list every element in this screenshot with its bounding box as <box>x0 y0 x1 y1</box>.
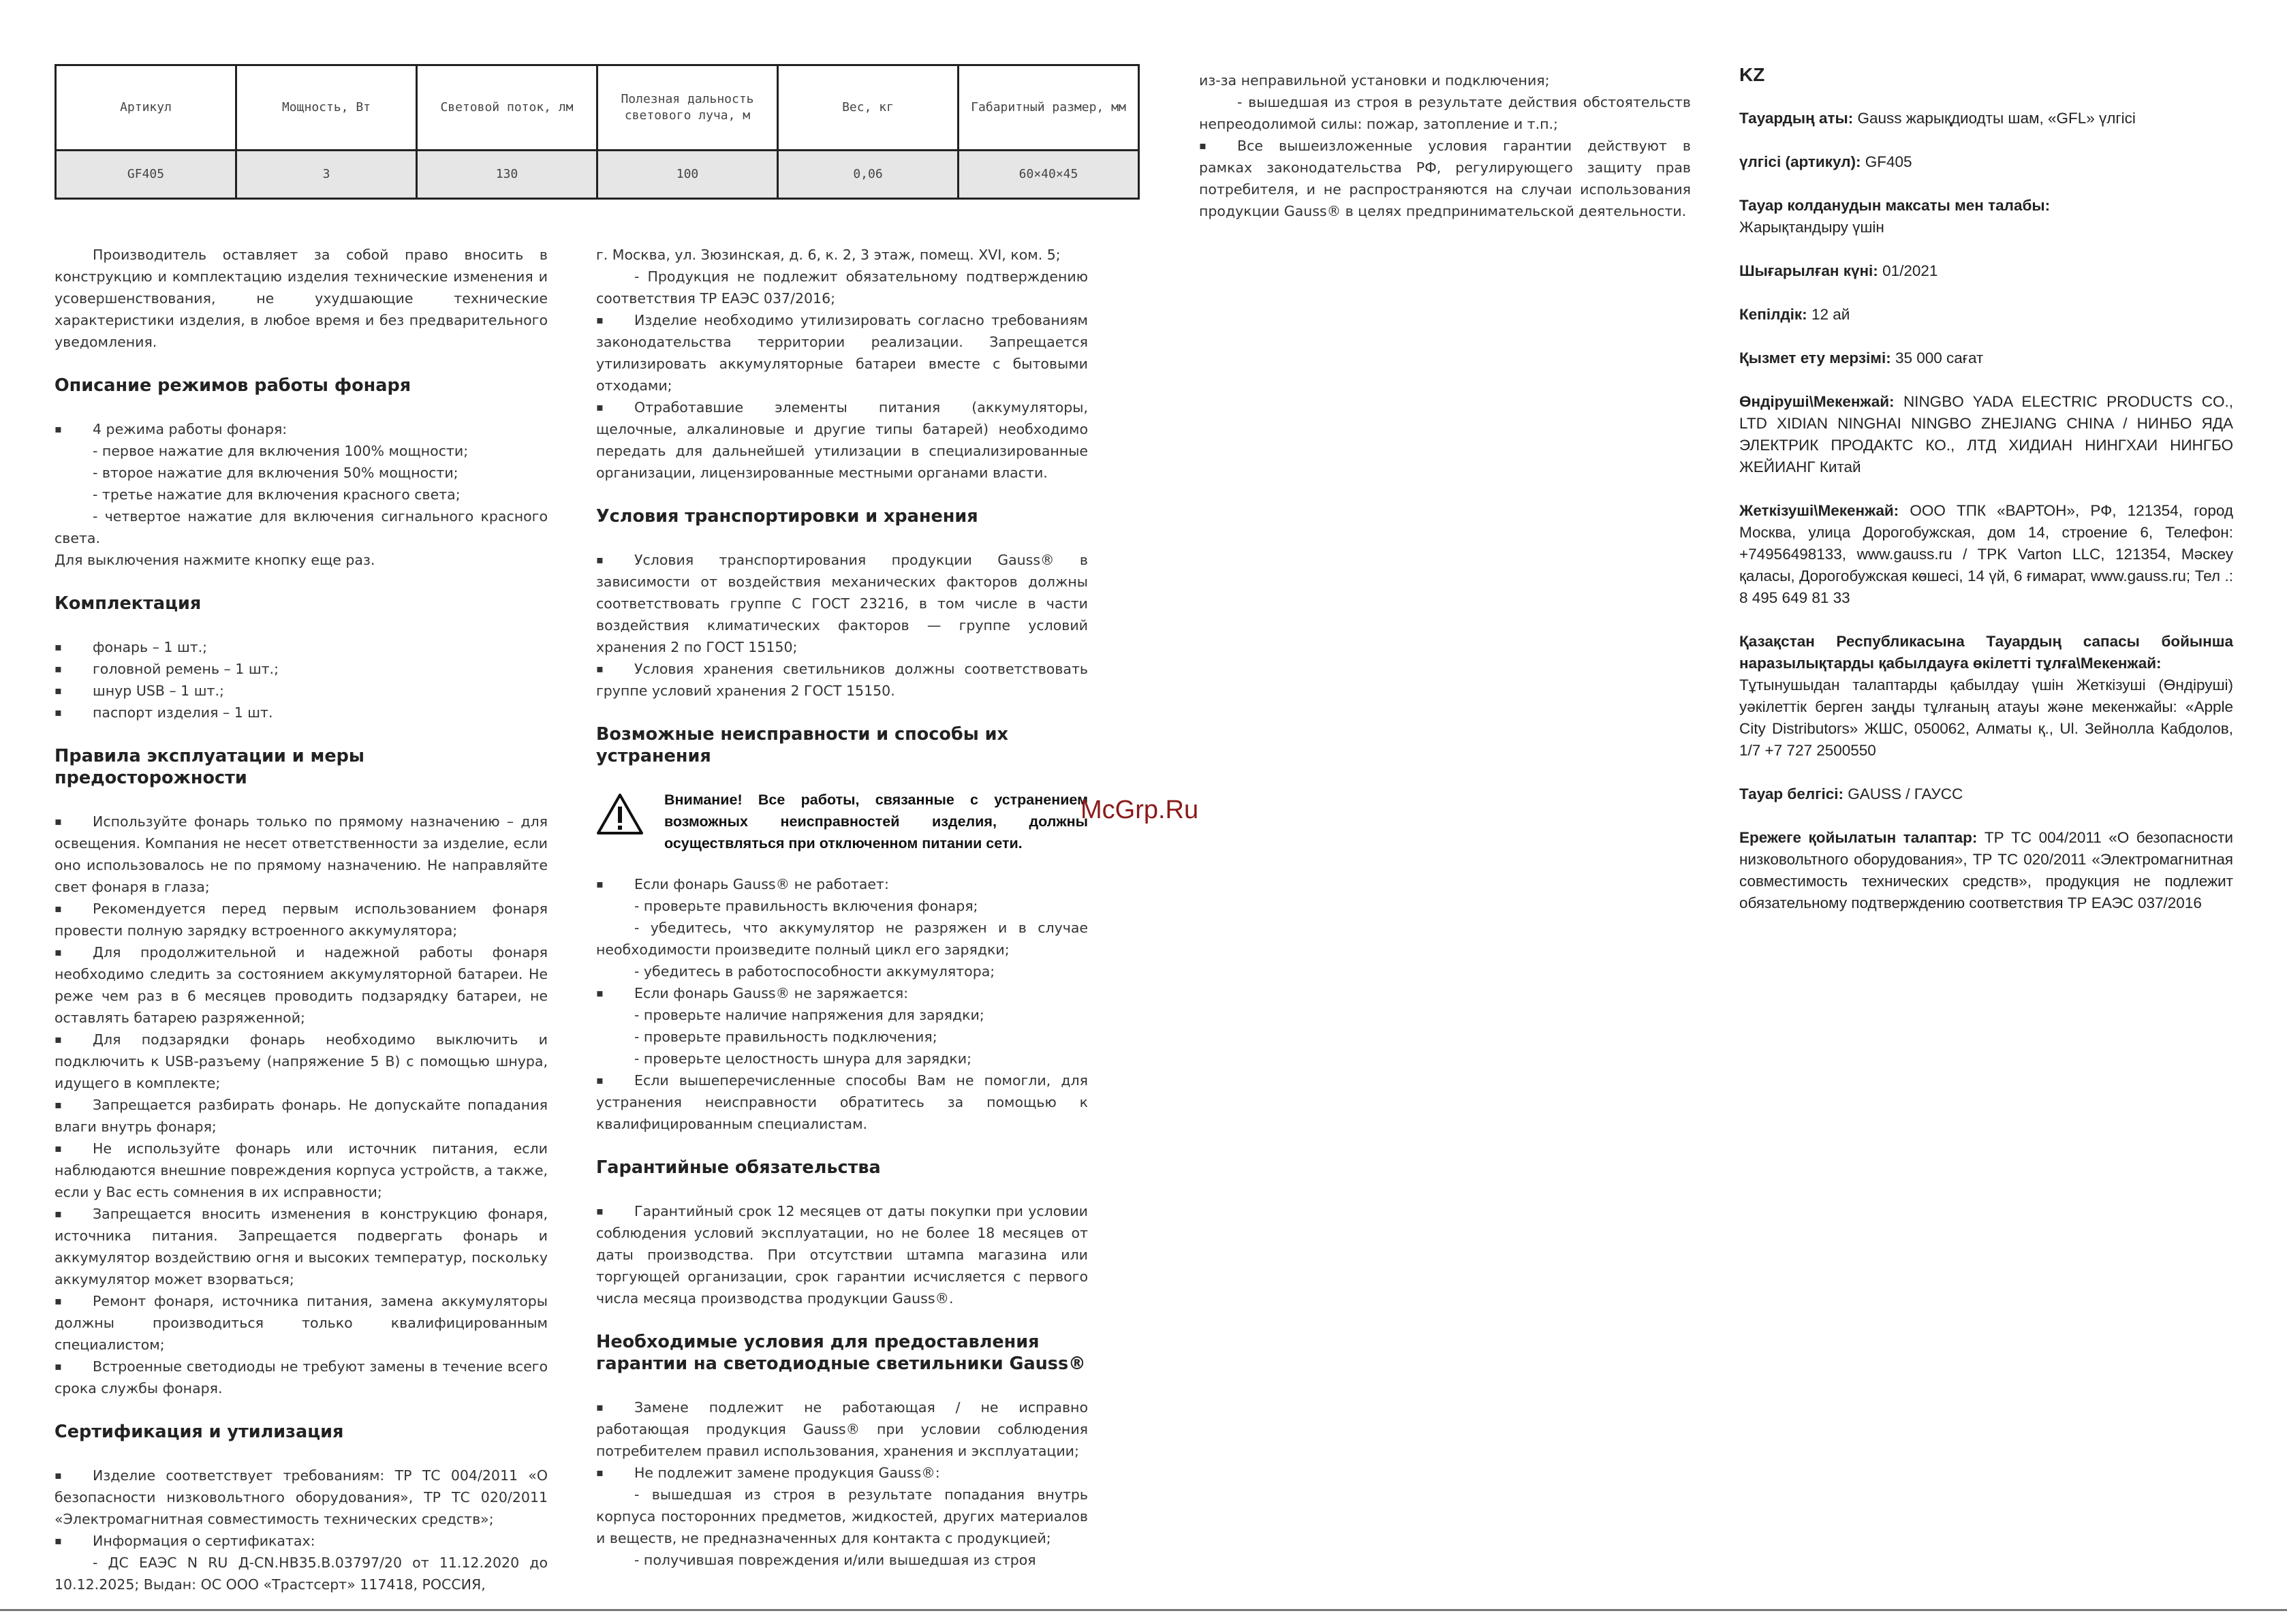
fault-step: - проверьте правильность включения фонаря; <box>634 898 978 914</box>
kz-manufacturer <box>1739 391 2233 478</box>
condition-item: ▪ Замене подлежит не работающая / не исправно работающая продукция Gauss® при условии соблюдения потребителем правил использования, хранения и эксплуатации; <box>596 1396 1088 1462</box>
kz-regulations <box>1739 827 2233 914</box>
cert-heading: Сертификация и утилизация <box>55 1422 344 1442</box>
kit-item: ▪ головной ремень – 1 шт.; <box>55 658 548 680</box>
spec-header-row <box>56 65 1139 151</box>
condition-continued: из-за неправильной установки и подключения; <box>1199 72 1550 89</box>
kz-value: Gauss жарықдиодты шам, «GFL» үлгісі <box>1857 110 2136 127</box>
spec-header-cell: Световой поток, лм <box>417 65 597 151</box>
conditions-heading: Необходимые условия для предоставления гарантии на светодиодные светильники Gauss® <box>596 1332 1086 1374</box>
mode-item: - третье нажатие для включения красного света; <box>93 486 461 503</box>
spec-value-cell: 100 <box>597 151 778 199</box>
transport-item: ▪ Условия хранения светильников должны соответствовать группе условий хранения 2 ГОСТ 15150. <box>596 658 1088 702</box>
kit-item: ▪ паспорт изделия – 1 шт. <box>55 702 548 723</box>
kz-value: Жарықтандыру үшін <box>1739 219 1884 236</box>
rule-item: ▪ Для продолжительной и надежной работы фонаря необходимо следить за состоянием аккумуляторной батареи. Не реже чем раз в 6 месяцев проводить подзарядку батареи, не оставлять батарею разряженной; <box>55 941 548 1029</box>
kz-value: ТР ТС 004/2011 «О безопасности низковольтного оборудования», ТР ТС 020/2011 «Электромагнитная совместимость технических средств», продукция не подлежит обязательному подтверждению соответствия ТР ЕАЭС 037/2016 <box>1739 829 2233 911</box>
cert-item: ▪ Изделие соответствует требованиям: ТР ТС 004/2011 «О безопасности низковольтного оборудования», ТР ТС 020/2011 «Электромагнитная совместимость технических средств»; <box>55 1465 548 1530</box>
spec-header-cell: Вес, кг <box>778 65 959 151</box>
warning-triangle-icon <box>596 793 644 835</box>
rule-item: ▪ Не используйте фонарь или источник питания, если наблюдаются внешние повреждения корпуса устройств, а также, если у Вас есть сомнения в их исправности; <box>55 1138 548 1203</box>
kz-label: үлгісі (артикул): <box>1739 153 1861 170</box>
condition-detail: - вышедшая из строя в результате действия обстоятельств непреодолимой силы: пожар, затопление и т.п.; <box>1199 94 1691 132</box>
kz-label: Тауар колданудын максаты мен талабы: <box>1739 197 2051 214</box>
util-item: ▪ Отработавшие элементы питания (аккумуляторы, щелочные, алкалиновые и другие типы батарей) необходимо передать для дальнейшей утилизации в специализированные организации, лицензированные местными органами власти. <box>596 396 1088 484</box>
kit-item: ▪ фонарь – 1 шт.; <box>55 636 548 658</box>
spec-value-cell: 3 <box>236 151 417 199</box>
kz-representative <box>1739 631 2233 762</box>
kz-label: Өндіруші\Мекенжай: <box>1739 393 1895 410</box>
cert-item: ▪ Информация о сертификатах: <box>55 1530 548 1552</box>
cert-continued: г. Москва, ул. Зюзинская, д. 6, к. 2, 3 этаж, помещ. XVI, ком. 5; <box>596 247 1061 263</box>
rule-item: ▪ Встроенные светодиоды не требуют замены в течение всего срока службы фонаря. <box>55 1356 548 1399</box>
kz-date <box>1739 260 2233 282</box>
kz-label: Кепілдік: <box>1739 306 1807 323</box>
rule-item: ▪ Рекомендуется перед первым использованием фонаря провести полную зарядку встроенного аккумулятора; <box>55 898 548 941</box>
spec-value-cell: GF405 <box>56 151 236 199</box>
spec-value-cell: 0,06 <box>778 151 959 199</box>
kz-value: 12 ай <box>1811 306 1850 323</box>
cert-detail: - ДС ЕАЭС N RU Д-CN.НВ35.В.03797/20 от 11.12.2020 до 10.12.2025; Выдан: ОС ООО «Трастсерт» 117418, РОССИЯ, <box>55 1555 548 1593</box>
fault-item: ▪ Если фонарь Gauss® не работает: <box>596 873 1088 895</box>
rule-item: ▪ Используйте фонарь только по прямому назначению – для освещения. Компания не несет ответственности за изделие, если оно использовалось не по прямому назначению. Не направляйте свет фонаря в глаза; <box>55 811 548 898</box>
cert-note: - Продукция не подлежит обязательному подтверждению соответствия ТР ЕАЭС 037/2016; <box>596 268 1088 307</box>
spec-table <box>55 64 1140 200</box>
rule-item: ▪ Запрещается вносить изменения в конструкцию фонаря, источника питания. Запрещается подвергать фонарь и аккумулятор воздействию огня и высоких температур, поскольку аккумулятор может взорваться; <box>55 1203 548 1290</box>
rule-item: ▪ Для подзарядки фонарь необходимо выключить и подключить к USB-разъему (напряжение 5 В) с помощью шнура, идущего в комплекте; <box>55 1029 548 1094</box>
util-item: ▪ Изделие необходимо утилизировать согласно требованиям законодательства территории реализации. Запрещается утилизировать аккумуляторные батареи вместе с бытовыми отходами; <box>596 309 1088 396</box>
kz-label: Жеткізуші\Мекенжай: <box>1739 502 1899 519</box>
modes-heading: Описание режимов работы фонаря <box>55 375 411 396</box>
kz-label: Шығарылған күні: <box>1739 262 1878 279</box>
warning-text: Внимание! Все работы, связанные с устранением возможных неисправностей изделия, должны осуществляться при отключенном питании сети. <box>664 792 1088 852</box>
kz-guarantee <box>1739 304 2233 326</box>
fault-step: - проверьте целостность шнура для зарядки; <box>634 1050 972 1067</box>
fault-item: ▪ Если вышеперечисленные способы Вам не помогли, для устранения неисправности обратитесь за помощью к квалифицированным специалистам. <box>596 1069 1088 1135</box>
spec-header-cell: Мощность, Вт <box>236 65 417 151</box>
warranty-text: ▪ Гарантийный срок 12 месяцев от даты покупки при условии соблюдения условий эксплуатации, но не более 18 месяцев от даты производства. При отсутствии штампа магазина или торгующей организации, срок гарантии исчисляется с первого числа месяца производства продукции Gauss®. <box>596 1200 1088 1309</box>
column-2 <box>596 244 1088 1571</box>
column-3 <box>1199 69 1691 222</box>
fault-step: - проверьте наличие напряжения для зарядки; <box>634 1007 984 1023</box>
rule-item: ▪ Ремонт фонаря, источника питания, замена аккумуляторы должны производиться только квалифицированным специалистом; <box>55 1290 548 1356</box>
mode-item: - четвертое нажатие для включения сигнального красного света. <box>55 508 548 546</box>
spec-value-cell: 60×40×45 <box>959 151 1139 199</box>
kz-title: KZ <box>1739 64 1765 85</box>
fault-step: - убедитесь, что аккумулятор не разряжен и в случае необходимости произведите полный цикл его зарядки; <box>596 920 1088 958</box>
kz-value: NINGBO YADA ELECTRIC PRODUCTS CO., LTD XIDIAN NINGHAI NINGBO ZHEJIANG CHINA / НИНБО ЯДА ЭЛЕКТРИК ПРОДАКТС КО., ЛТД ХИДИАН НИНГХАИ НИНГБО ЖЕЙИАНГ Китай <box>1739 393 2233 475</box>
warranty-heading: Гарантийные обязательства <box>596 1157 881 1178</box>
transport-heading: Условия транспортировки и хранения <box>596 506 978 527</box>
fault-step: - убедитесь в работоспособности аккумулятора; <box>634 963 995 980</box>
condition-detail: - получившая повреждения и/или вышедшая из строя <box>634 1552 1036 1568</box>
condition-detail: - вышедшая из строя в результате попадания внутрь корпуса посторонних предметов, жидкостей, других материалов и веществ, не предназначенных для контакта с продукцией; <box>596 1486 1088 1546</box>
kz-label: Ережеге қойылатын талаптар: <box>1739 829 1978 846</box>
kz-label: Қызмет ету мерзімі: <box>1739 349 1891 366</box>
kz-value: ООО ТПК «ВАРТОН», РФ, 121354, город Москва, улица Дорогобужская, дом 14, строение 6, Телефон: +74956498133, www.gauss.ru / TPK Varton LLC, 121354, Мәскеу қаласы, Дорогобужская көшесі, 14 үй, 6 ғимарат, www.gauss.ru; Тел .: 8 495 649 81 33 <box>1739 502 2233 606</box>
transport-item: ▪ Условия транспортирования продукции Gauss® в зависимости от воздействия механических факторов должны соответствовать группе С ГОСТ 23216, в том числе в части воздействия климатических факторов — группе условий хранения 2 по ГОСТ 15150; <box>596 549 1088 658</box>
kz-label: Тауар белгісі: <box>1739 785 1844 802</box>
intro-paragraph: Производитель оставляет за собой право вносить в конструкцию и комплектацию изделия технические изменения и усовершенствования, не ухудшающие технические характеристики изделия, в любое время и без предварительного уведомления. <box>55 247 548 350</box>
kz-value: 01/2021 <box>1882 262 1938 279</box>
column-1 <box>55 244 548 1595</box>
kz-label: Тауардың аты: <box>1739 110 1854 127</box>
condition-item: ▪ Не подлежит замене продукция Gauss®: <box>596 1462 1088 1484</box>
fault-step: - проверьте правильность подключения; <box>634 1029 937 1045</box>
rule-item: ▪ Запрещается разбирать фонарь. Не допускайте попадания влаги внутрь фонаря; <box>55 1094 548 1138</box>
kz-value: 35 000 сағат <box>1895 349 1984 366</box>
spec-header-cell: Артикул <box>56 65 236 151</box>
watermark: McGrp.Ru <box>1080 796 1199 824</box>
kit-item: ▪ шнур USB – 1 шт.; <box>55 680 548 702</box>
kz-service-life <box>1739 347 2233 369</box>
kz-value: GF405 <box>1865 153 1912 170</box>
fault-item: ▪ Если фонарь Gauss® не заряжается: <box>596 982 1088 1004</box>
spec-header-cell: Габаритный размер, мм <box>959 65 1139 151</box>
kit-heading: Комплектация <box>55 593 202 614</box>
kz-supplier <box>1739 500 2233 609</box>
mode-item: - второе нажатие для включения 50% мощности; <box>93 465 458 481</box>
modes-off-text: Для выключения нажмите кнопку еще раз. <box>55 552 375 568</box>
kz-label: Қазақстан Республикасына Тауардың сапасы бойынша наразылықтарды қабылдауға өкілетті тұлға\Мекенжай: <box>1739 633 2233 672</box>
kz-model <box>1739 151 2233 173</box>
mode-item: - первое нажатие для включения 100% мощности; <box>93 443 469 459</box>
kz-value: GAUSS / ГАУСС <box>1848 785 1963 802</box>
kz-section <box>1739 64 2233 936</box>
faults-heading: Возможные неисправности и способы их устранения <box>596 724 1008 766</box>
spec-value-cell: 130 <box>417 151 597 199</box>
modes-list-head: ▪ 4 режима работы фонаря: <box>55 418 548 440</box>
warning-block <box>596 789 1088 864</box>
kz-trademark <box>1739 783 2233 805</box>
spec-value-row <box>56 151 1139 199</box>
kz-product-name <box>1739 108 2233 129</box>
rules-heading: Правила эксплуатации и меры предосторожности <box>55 746 364 788</box>
kz-purpose <box>1739 195 2233 238</box>
spec-header-cell: Полезная дальность светового луча, м <box>597 65 778 151</box>
warranty-final: ▪ Все вышеизложенные условия гарантии действуют в рамках законодательства РФ, регулирующего защиту прав потребителя, и не распространяются на случаи использования продукции Gauss® в целях предпринимательской деятельности. <box>1199 135 1691 222</box>
kz-value: Тұтынушыдан талаптарды қабылдау үшін Жеткізуші (Өндіруші) уәкілеттік берген заңды тұлғаның атауы және мекенжайы: «Apple City Distributors» ЖШС, 050062, Алматы қ., Ul. Зейнолла Кабдолов, 1/7 +7 727 2500550 <box>1739 676 2233 759</box>
